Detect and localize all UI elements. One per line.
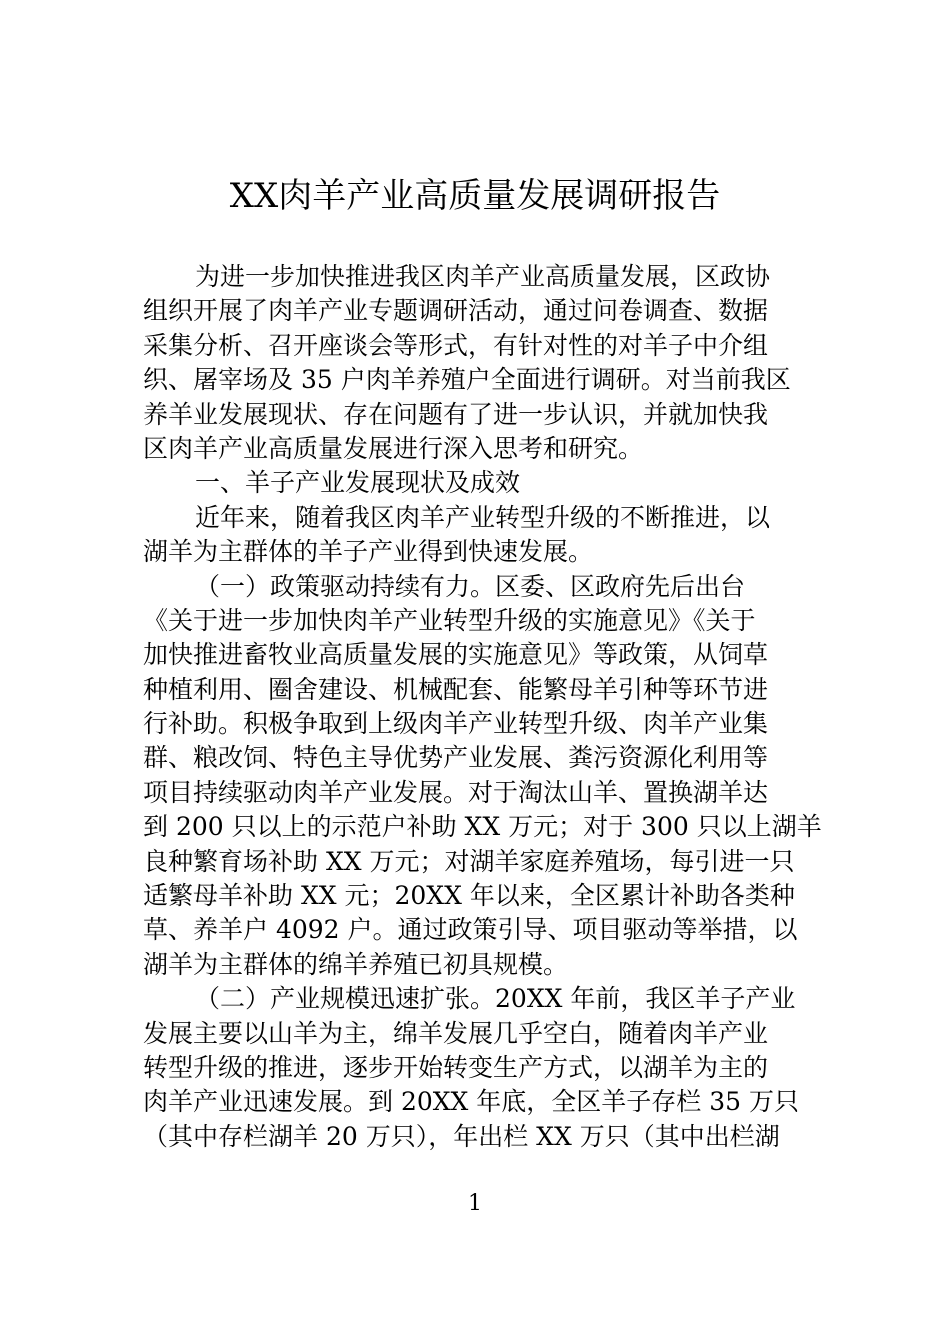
paragraph-line: 到 200 只以上的示范户补助 XX 万元；对于 300 只以上湖羊 [143, 812, 822, 842]
paragraph-line: 行补助。积极争取到上级肉羊产业转型升级、肉羊产业集 [143, 709, 769, 739]
paragraph-line: 群、粮改饲、特色主导优势产业发展、粪污资源化利用等 [143, 743, 769, 773]
paragraph-line: 采集分析、召开座谈会等形式，有针对性的对羊子中介组 [143, 330, 769, 360]
paragraph-line: 良种繁育场补助 XX 万元；对湖羊家庭养殖场，每引进一只 [143, 846, 795, 876]
paragraph-line: 项目持续驱动肉羊产业发展。对于淘汰山羊、置换湖羊达 [143, 777, 769, 807]
section-heading: 一、羊子产业发展现状及成效 [195, 468, 521, 498]
paragraph-line: 《关于进一步加快肉羊产业转型升级的实施意见》《关于 [143, 605, 756, 635]
page-number: 1 [468, 1191, 482, 1216]
paragraph-line: 肉羊产业迅速发展。到 20XX 年底，全区羊子存栏 35 万只 [143, 1087, 800, 1117]
subsection-line: （二）产业规模迅速扩张。20XX 年前，我区羊子产业 [195, 984, 796, 1014]
paragraph-line: 加快推进畜牧业高质量发展的实施意见》等政策，从饲草 [143, 640, 769, 670]
paragraph-line: 区肉羊产业高质量发展进行深入思考和研究。 [143, 433, 644, 463]
paragraph-line: 养羊业发展现状、存在问题有了进一步认识，并就加快我 [143, 399, 769, 429]
paragraph-line: （其中存栏湖羊 20 万只），年出栏 XX 万只（其中出栏湖 [143, 1121, 780, 1151]
subsection-line: （一）政策驱动持续有力。区委、区政府先后出台 [195, 571, 746, 601]
paragraph-line: 湖羊为主群体的羊子产业得到快速发展。 [143, 537, 594, 567]
paragraph-line: 转型升级的推进，逐步开始转变生产方式，以湖羊为主的 [143, 1052, 769, 1082]
paragraph-line: 为进一步加快推进我区肉羊产业高质量发展，区政协 [195, 262, 771, 291]
paragraph-line: 织、屠宰场及 35 户肉羊养殖户全面进行调研。对当前我区 [143, 365, 791, 395]
paragraph-line: 组织开展了肉羊产业专题调研活动，通过问卷调查、数据 [143, 296, 769, 326]
document-body [143, 260, 822, 1154]
paragraph-line: 适繁母羊补助 XX 元；20XX 年以来，全区累计补助各类种 [143, 881, 795, 911]
paragraph-line: 湖羊为主群体的绵羊养殖已初具规模。 [143, 949, 569, 979]
paragraph-line: 草、养羊户 4092 户。通过政策引导、项目驱动等举措，以 [143, 915, 798, 945]
paragraph-line: 近年来，随着我区肉羊产业转型升级的不断推进，以 [195, 502, 771, 532]
paragraph-line: 种植利用、圈舍建设、机械配套、能繁母羊引种等环节进 [143, 674, 769, 704]
paragraph-line: 发展主要以山羊为主，绵羊发展几乎空白，随着肉羊产业 [143, 1018, 769, 1048]
document-title: XX肉羊产业高质量发展调研报告 [229, 176, 721, 216]
